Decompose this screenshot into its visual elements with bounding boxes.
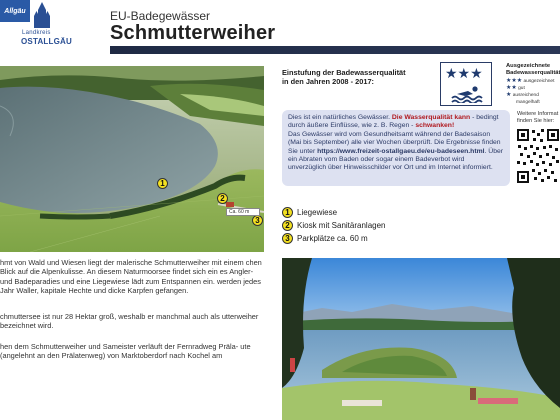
aerial-landscape-image <box>0 66 264 252</box>
swimmer-icon <box>451 85 485 103</box>
info-highlight-1: Die Wasserqualität kann <box>391 114 471 121</box>
map-marker-2: 2 <box>217 193 228 204</box>
quality-heading-line-1: Einstufung der Badewasserqualität <box>282 68 406 77</box>
legend-label: mangelhaft <box>516 100 540 105</box>
description-paragraph-3: hen dem Schmutterweiher und Sameister verläuft der Fernradweg Präla- ute (angelehnt an den Prälatenweg) von Marktoberdorf nach Kochel am <box>0 342 251 361</box>
facility-marker-1: 1 <box>282 207 293 218</box>
qr-code[interactable] <box>516 127 560 185</box>
legend-row-good <box>506 86 525 92</box>
map-marker-3: 3 <box>252 215 263 226</box>
lake-photo <box>282 258 560 420</box>
legend-row-poor <box>506 100 540 106</box>
facility-marker-3: 3 <box>282 233 293 244</box>
description-paragraph-2: chmuttersee ist nur 28 Hektar groß, weshalb er manchmal auch als utterweiher bezeichnet wird. <box>0 312 259 331</box>
facility-marker-2: 2 <box>282 220 293 231</box>
info-text-2: - bedingt durch äußere Einflüsse, wie z. B. Regen - <box>288 114 499 130</box>
legend-label: gut <box>518 86 525 91</box>
quality-heading-line-2: in den Jahren 2008 - 2017: <box>282 77 375 86</box>
facility-item-1 <box>282 207 337 218</box>
district-small-label: Landkreis <box>22 30 51 36</box>
legend-stars: ★★★ <box>506 78 523 84</box>
logo-text: Allgäu <box>4 7 26 15</box>
legend-heading-line-2: Badewasserqualität <box>506 70 560 76</box>
legend-row-excellent <box>506 79 554 85</box>
lake-landscape-image <box>282 258 560 420</box>
water-quality-info-box <box>282 110 510 186</box>
info-text-1: Dies ist ein natürliches Gewässer. <box>288 114 392 121</box>
legend-heading-line-1: Ausgezeichnete <box>506 63 551 69</box>
qr-caption-line-2: finden Sie hier: <box>517 117 555 124</box>
facility-label: Liegewiese <box>297 208 338 217</box>
page-title: Schmutterweiher <box>110 22 276 44</box>
district-name: OSTALLGÄU <box>21 37 72 46</box>
category-label: EU-Badegewässer <box>110 9 211 23</box>
facility-label: Parkplätze ca. 60 m <box>297 234 368 243</box>
legend-row-sufficient <box>506 93 539 99</box>
quality-heading <box>282 68 432 86</box>
legend-stars: ★ <box>506 92 512 98</box>
aerial-photo <box>0 66 264 252</box>
qr-caption <box>517 111 558 124</box>
facility-item-2 <box>282 220 386 231</box>
info-highlight-2: schwanken! <box>415 122 455 130</box>
rating-stars: ★★★ <box>445 65 483 81</box>
info-text-4: . Über ein Abraten vom Baden oder sogar einem Badeverbot wird unverzüglich über Hinweisschilder vor Ort und im Internet informiert. <box>288 147 504 172</box>
legend-heading <box>506 63 560 77</box>
allgaeu-logo <box>0 0 30 22</box>
legend-label: ausreichend <box>512 93 539 98</box>
qr-caption-line-1: Weitere Informat <box>517 111 559 117</box>
parking-distance-sign: Ca. 60 m <box>226 208 260 216</box>
description-paragraph-1: hmt von Wald und Wiesen liegt der malerische Schmutterweiher mit einem chen Blick auf die Alpenkulisse. An diesem Naturmoorsee findet sich ein es Angler- und Badeparadies und eine Liegewiese lädt zum Entspannen ein. werden jedes Jahr Waller, kapitale Hechte und dicke Karpfen gefangen. <box>0 258 262 295</box>
castle-icon <box>32 2 52 30</box>
legend-label: ausgezeichnet <box>523 79 555 84</box>
legend-stars: ★★ <box>506 85 517 91</box>
facility-item-3 <box>282 233 368 244</box>
info-url-link[interactable]: https://www.freizeit-ostallgaeu.de/eu-badeseen.html <box>317 147 485 155</box>
facility-label: Kiosk mit Sanitäranlagen <box>297 221 386 230</box>
map-marker-1: 1 <box>157 178 168 189</box>
quality-rating-badge <box>440 62 492 106</box>
title-underline-bar <box>110 46 560 54</box>
info-text-3: Das Gewässer wird vom Gesundheitsamt während der Badesaison (Mai bis September) alle vier Wochen überprüft. Die Ergebnisse finden Sie unter <box>288 130 501 155</box>
